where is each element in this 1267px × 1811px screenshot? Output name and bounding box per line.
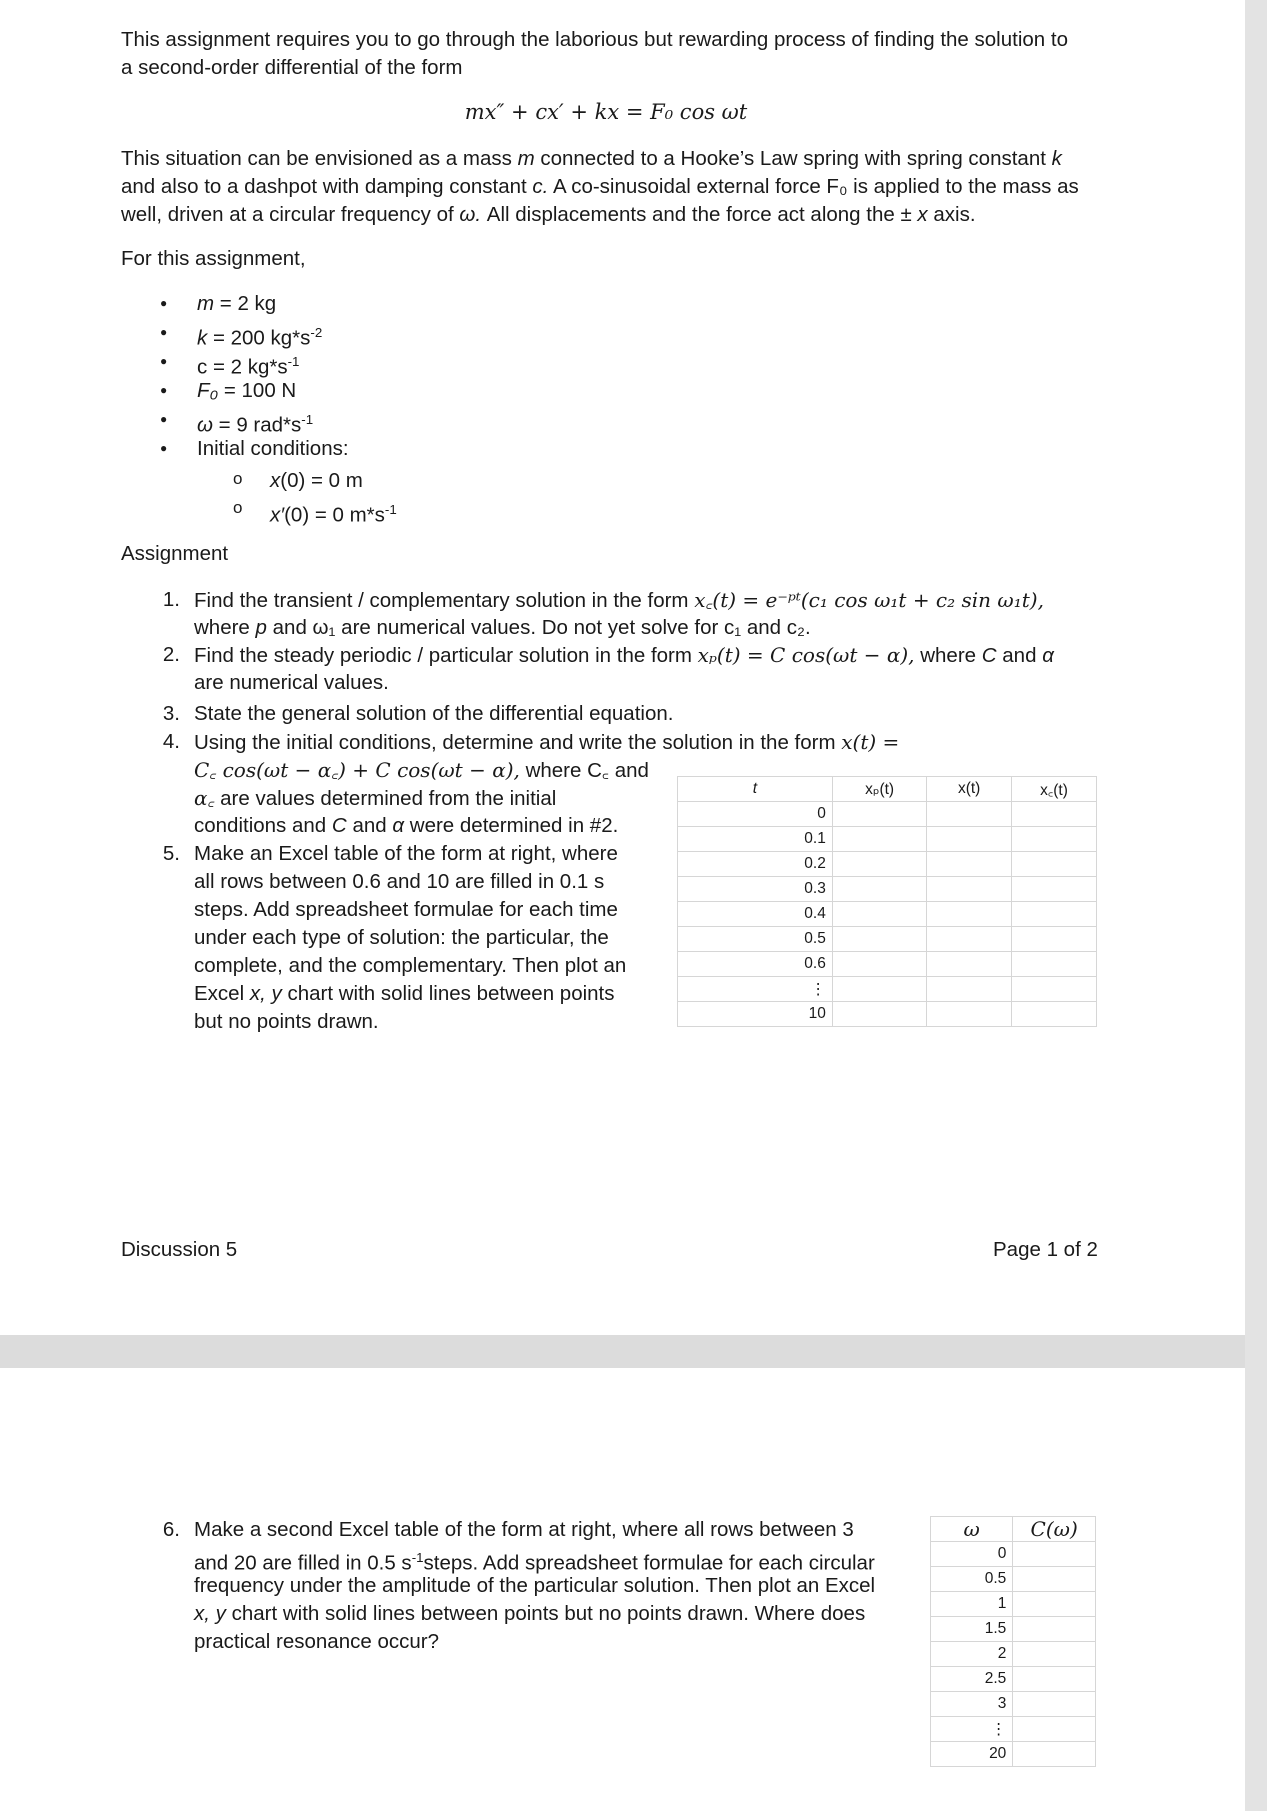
table-row xyxy=(931,1692,1096,1717)
header-x: x(t) xyxy=(927,777,1012,802)
table-row xyxy=(931,1667,1096,1692)
parameter-item: ● ω = 9 $rad*s^{-1}$ xyxy=(155,405,349,434)
parameter-item: ● k = 200 $kg*s^{-2}$ xyxy=(155,318,349,347)
page-separator xyxy=(0,1335,1245,1368)
parameter-item: ● F₀ = 100 N xyxy=(155,376,349,405)
header-xp: xₚ(t) xyxy=(832,777,926,802)
footer-page-number: Page 1 of 2 xyxy=(993,1238,1098,1261)
header-t: t xyxy=(678,777,833,802)
initial-condition-item: o x(0) = 0 m xyxy=(233,466,397,495)
description-paragraph: This situation can be envisioned as a mass m connected to a Hooke’s Law spring with spring constant k and also to a dashpot with damping constant c. A co-sinusoidal external force F₀ is applied to the mass as well, driven at a circular frequency of ω. All displacements and the force act along the ± x axis. xyxy=(121,147,1079,226)
table-row xyxy=(678,977,1097,1002)
intro-paragraph: This assignment requires you to go through the laborious but rewarding process of finding the solution to a second-order differential of the form xyxy=(121,28,1068,79)
initial-condition-item: o x′(0) = 0 $m*s^{-1}$ xyxy=(233,495,397,524)
table-cell: ⋮ xyxy=(678,977,833,1002)
table-cell: 3 xyxy=(931,1692,1013,1717)
table-row xyxy=(931,1717,1096,1742)
table-row xyxy=(678,852,1097,877)
table-row xyxy=(931,1542,1096,1567)
table-row xyxy=(678,802,1097,827)
table-cell: ⋮ xyxy=(931,1717,1013,1742)
table-row xyxy=(931,1567,1096,1592)
table-row xyxy=(678,952,1097,977)
assignment-heading: Assignment xyxy=(121,542,229,565)
table-cell: 1 xyxy=(931,1592,1013,1617)
table-cell: 0.6 xyxy=(678,952,833,977)
table-cell: 0.3 xyxy=(678,877,833,902)
table-row xyxy=(931,1742,1096,1767)
table-cell: 0 xyxy=(931,1542,1013,1567)
table-cell: 0.5 xyxy=(678,927,833,952)
table-cell: 10 xyxy=(678,1002,833,1027)
parameter-item: ● m = 2 kg xyxy=(155,289,349,318)
frequency-amplitude-table xyxy=(930,1516,1096,1767)
parameter-list xyxy=(155,289,349,463)
header-omega: ω xyxy=(931,1517,1013,1542)
table-row xyxy=(678,827,1097,852)
time-solution-table xyxy=(677,776,1097,1027)
table-cell: 2 xyxy=(931,1642,1013,1667)
scroll-edge xyxy=(1245,0,1267,1811)
parameter-item: ● c = 2 $kg*s^{-1}$ xyxy=(155,347,349,376)
table-row xyxy=(931,1642,1096,1667)
header-c-omega: C(ω) xyxy=(1013,1517,1096,1542)
table-cell: 0.4 xyxy=(678,902,833,927)
table-row xyxy=(931,1592,1096,1617)
table-cell: 0.2 xyxy=(678,852,833,877)
table-cell: 1.5 xyxy=(931,1617,1013,1642)
header-xc: x꜀(t) xyxy=(1011,777,1096,802)
table-cell: 0 xyxy=(678,802,833,827)
table-row xyxy=(678,927,1097,952)
initial-conditions-list xyxy=(233,466,397,527)
main-equation: mx″ + cx′ + kx = F₀ cos ωt xyxy=(464,100,748,124)
table-row xyxy=(931,1617,1096,1642)
parameter-item: ● Initial conditions: xyxy=(155,434,349,463)
table-header-row xyxy=(931,1517,1096,1542)
table-row xyxy=(678,1002,1097,1027)
for-assignment-label: For this assignment, xyxy=(121,247,306,270)
table-cell: 0.1 xyxy=(678,827,833,852)
table-cell: 0.5 xyxy=(931,1567,1013,1592)
table-header-row xyxy=(678,777,1097,802)
footer-discussion: Discussion 5 xyxy=(121,1238,238,1261)
table-cell: 20 xyxy=(931,1742,1013,1767)
table-row xyxy=(678,877,1097,902)
table-cell: 2.5 xyxy=(931,1667,1013,1692)
table-row xyxy=(678,902,1097,927)
